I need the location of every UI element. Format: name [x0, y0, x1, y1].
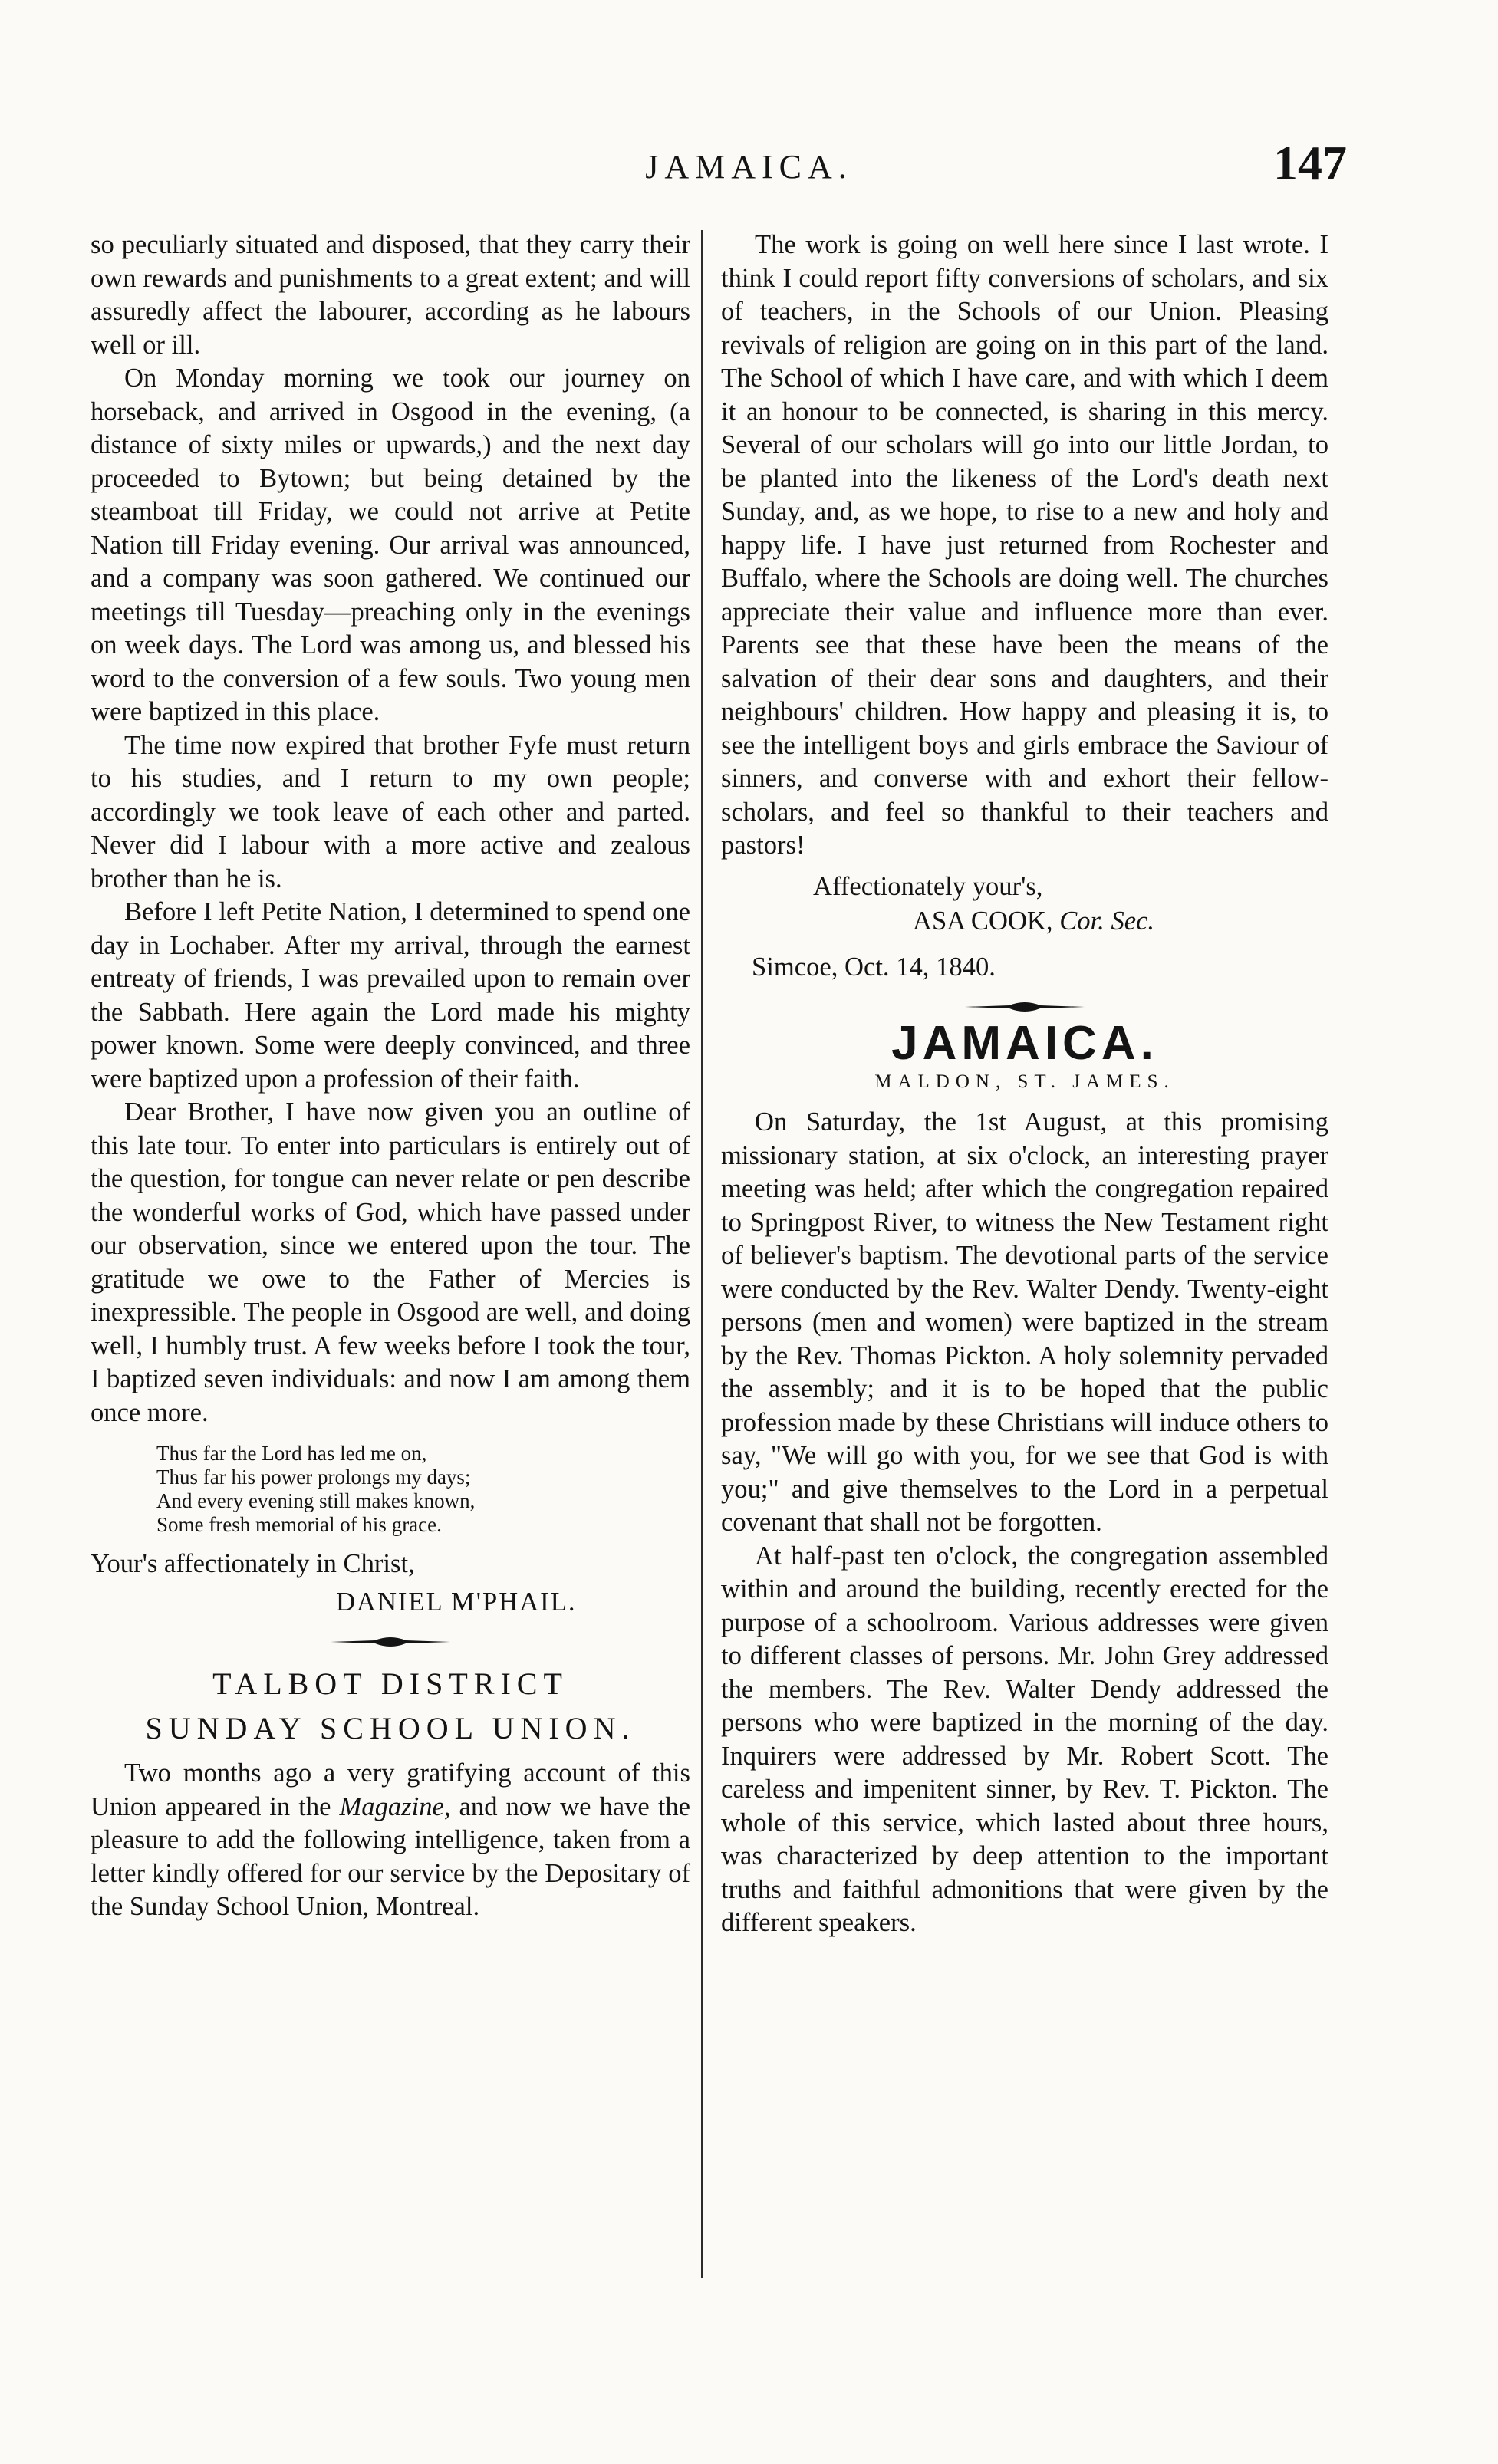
- column-divider: [701, 230, 703, 2278]
- page-number: 147: [1273, 136, 1347, 190]
- letter-closing: Your's affectionately in Christ,: [91, 1549, 415, 1578]
- ornament-divider-icon: [963, 998, 1086, 1016]
- paragraph-text: Two months ago a very gratifying account of this Union appeared in the: [91, 1758, 690, 1821]
- left-paragraph-4: Before I left Petite Nation, I determined to spend one day in Lochaber. After my arrival, through the earnest entreaty of friends, I was prevailed upon to remain over the Sabbath. Here again the Lord made his mighty power known. Some were deeply convinced, and three were baptized upon a profession of their faith.: [91, 897, 690, 1094]
- verse-line: And every evening still makes known,: [156, 1489, 476, 1512]
- section-title-line-1: TALBOT DISTRICT: [212, 1666, 568, 1701]
- left-paragraph-5: Dear Brother, I have now given you an outline of this late tour. To enter into particulars is entirely out of the question, for tongue can never relate or pen describe the wonderful works of God, which have passed under our observation, since we entered upon the tour. The gratitude we owe to the Father of Mercies is inexpressible. The people in Osgood are well, and doing well, I humbly trust. A few weeks before I took the tour, I baptized seven individuals: and now I am among them once more.: [91, 1097, 690, 1427]
- letter-signature: [913, 905, 1328, 939]
- ornament-divider-icon: [329, 1633, 452, 1651]
- place-and-date: Simcoe, Oct. 14, 1840.: [752, 952, 996, 982]
- left-paragraph-6: [91, 1757, 690, 1924]
- paragraph-text: , and now we have the pleasure to add the following intelligence, taken from a letter kindly offered for our service by the Depositary of the Sunday School Union, Montreal.: [91, 1791, 690, 1921]
- left-paragraph-3: The time now expired that brother Fyfe must return to his studies, and I return to my own people; accordingly we took leave of each other and parted. Never did I labour with a more active and zealous brother than he is.: [91, 730, 690, 893]
- letter-closing: Affectionately your's,: [813, 871, 1043, 901]
- running-header: JAMAICA.: [645, 148, 853, 186]
- left-column: [91, 229, 690, 1924]
- right-column: [721, 229, 1328, 1940]
- signature-title: Cor. Sec.: [1059, 906, 1155, 936]
- right-paragraph-3: At half-past ten o'clock, the congregation assembled within and around the building, recently erected for the purpose of a schoolroom. Various addresses were given to different classes of persons. Mr. John Grey addressed the members. The Rev. Walter Dendy addressed the persons who were baptized in the morning of the day. Inquirers were addressed by Mr. Robert Scott. The careless and impenitent sinner, by Rev. T. Pickton. The whole of this service, which lasted about three hours, was characterized by deep attention to the important truths and faithful admonitions that were given by the different speakers.: [721, 1541, 1328, 1937]
- magazine-title: Magazine: [339, 1791, 444, 1821]
- section-subheading: MALDON, ST. JAMES.: [874, 1071, 1175, 1092]
- verse-line: Some fresh memorial of his grace.: [156, 1513, 442, 1536]
- verse-line: Thus far the Lord has led me on,: [156, 1442, 427, 1465]
- left-paragraph-2: On Monday morning we took our journey on horseback, and arrived in Osgood in the evening, (a distance of sixty miles or upwards,) and the next day proceeded to Bytown; but being detained by the steamboat till Friday, we could not arrive at Petite Nation till Friday evening. Our arrival was announced, and a company was soon gathered. We continued our meetings till Tuesday—preaching only in the evenings on week days. The Lord was among us, and blessed his word to the conversion of a few souls. Two young men were baptized in this place.: [91, 364, 690, 726]
- left-paragraph-1: so peculiarly situated and disposed, that they carry their own rewards and punishments to a great extent; and will assuredly affect the labourer, according as he labours well or ill.: [91, 230, 690, 360]
- section-title-line-2: SUNDAY SCHOOL UNION.: [145, 1711, 636, 1745]
- hymn-verse: [156, 1442, 690, 1537]
- section-heading: JAMAICA.: [891, 1017, 1158, 1070]
- verse-line: Thus far his power prolongs my days;: [156, 1466, 471, 1489]
- right-paragraph-1: The work is going on well here since I last wrote. I think I could report fifty conversions of scholars, and six of teachers, in the Schools of our Union. Pleasing revivals of religion are going on in this part of the land. The School of which I have care, and with which I deem it an honour to be connected, is sharing in this mercy. Several of our scholars will go into our little Jordan, to be planted into the likeness of the Lord's death next Sunday, and, as we hope, to rise to a new and holy and happy life. I have just returned from Rochester and Buffalo, where the Schools are doing well. The churches appreciate their value and influence more than ever. Parents see that these have been the means of the salvation of their dear sons and daughters, and their neighbours' children. How happy and pleasing it is, to see the intelligent boys and girls embrace the Saviour of sinners, and converse with and exhort their fellow-scholars, and feel so thankful to their teachers and pastors!: [721, 230, 1328, 860]
- right-paragraph-2: On Saturday, the 1st August, at this promising missionary station, at six o'clock, an interesting prayer meeting was held; after which the congregation repaired to Springpost River, to witness the New Testament right of believer's baptism. The devotional parts of the service were conducted by the Rev. Walter Dendy. Twenty-eight persons (men and women) were baptized in the stream by the Rev. Thomas Pickton. A holy solemnity pervaded the assembly; and it is to be hoped that the public profession made by these Christians will induce others to say, "We will go with you, for we see that God is with you;" and give themselves to the Lord in a perpetual covenant that shall not be forgotten.: [721, 1107, 1328, 1537]
- signature-name: ASA COOK,: [913, 906, 1053, 936]
- letter-signature: DANIEL M'PHAIL.: [336, 1587, 577, 1617]
